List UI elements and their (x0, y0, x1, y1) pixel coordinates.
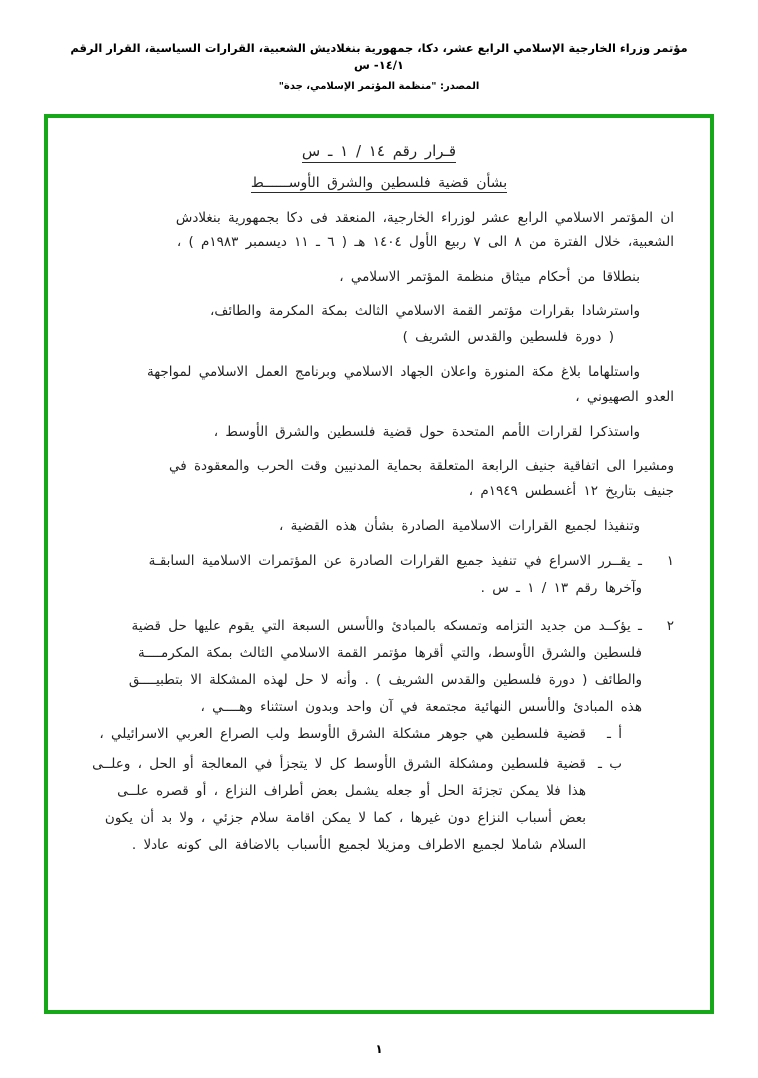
resolution-subtitle: بشأن قضية فلسطين والشرق الأوســــــط (251, 176, 507, 194)
page-number: ١ (375, 1042, 383, 1056)
preamble-line: بنطلاقا من أحكام ميثاق منظمة المؤتمر الاسلامي ، (339, 268, 640, 285)
item-line: ـ يقــرر الاسراع في تنفيذ جميع القرارات الصادرة عن المؤتمرات الاسلامية السابقـة (148, 553, 642, 570)
preamble-line: واستلهاما بلاغ مكة المنورة واعلان الجهاد الاسلامي وبرنامج العمل الاسلامي لمواجهة (146, 363, 640, 380)
header-source-line: المصدر: "منظمة المؤتمر الإسلامي، جدة" (278, 80, 480, 92)
resolution-item (84, 614, 674, 863)
sub-item (84, 722, 642, 749)
sub-item (84, 752, 642, 860)
preamble-line: واسترشادا بقرارات مؤتمر القمة الاسلامي الثالث بمكة المكرمة والطائف، (209, 303, 640, 320)
resolution-subtitle-wrap (84, 176, 674, 194)
sub-item-line: قضية فلسطين هي جوهر مشكلة الشرق الأوسط ولب الصراع العربي الاسرائيلي ، (99, 726, 586, 743)
sub-item-line: قضية فلسطين ومشكلة الشرق الأوسط كل لا يتجزأ في المعالجة أو الحل ، وعلــى (92, 756, 586, 773)
item-line: وآخرها رقم ١٣ / ١ ـ س . (480, 580, 642, 597)
scanned-page-frame (44, 114, 714, 1014)
preamble-line: ومشيرا الى اتفاقية جنيف الرابعة المتعلقة بحماية المدنيين وقت الحرب والمعقودة في (168, 458, 674, 475)
item-line: والطائف ( دورة فلسطين والقدس الشريف ) . وأنه لا حل لهذه المشكلة الا بتطبيــــق (128, 672, 642, 689)
preamble-line: ( دورة فلسطين والقدس الشريف ) (402, 328, 614, 345)
item-line: هذه المبادئ والأسس النهائية مجتمعة في آن واحد وبدون استثناء وهــــي ، (200, 699, 642, 716)
preamble-line: ان المؤتمر الاسلامي الرابع عشر لوزراء الخارجية، المنعقد فى دكا بجمهورية بنغلادش (175, 210, 674, 227)
item-number: ١ (666, 553, 674, 570)
sub-item-marker: أ ـ (607, 726, 622, 743)
sub-item-line: السلام شاملا لجميع الاطراف ومزيلا لجميع الأسباب بالاضافة الى كونه عادلا . (131, 837, 586, 854)
item-number: ٢ (666, 618, 674, 635)
preamble-line: الشعبية، خلال الفترة من ٨ الى ٧ ربيع الأول ١٤٠٤ هـ ( ٦ ـ ١١ ديسمبر ١٩٨٣م ) ، (176, 234, 674, 251)
item-line: فلسطين والشرق الأوسط، والتي أقرها مؤتمر القمة الاسلامي الثالث بمكة المكرمــــة (137, 645, 642, 662)
sub-item-body (84, 752, 586, 860)
sub-item-line: بعض أسباب النزاع دون غيرها ، كما لا يمكن اقامة سلام جزئي ، ولا بد أن يكون (104, 810, 586, 827)
preamble-line: واستذكرا لقرارات الأمم المتحدة حول قضية فلسطين والشرق الأوسط ، (213, 423, 640, 440)
scanned-content (48, 118, 710, 1010)
header-title-line: مؤتمر وزراء الخارجية الإسلامي الرابع عشر، دكا، جمهورية بنغلاديش الشعبية، القرارات السياسية، القرار الرقم ١٤/١- س (70, 41, 688, 73)
sub-item-line: هذا فلا يمكن تجزئة الحل أو جعله يشمل بعض أطراف النزاع ، أو قصره علــى (117, 783, 586, 800)
resolution-item (84, 549, 674, 603)
title-block (84, 144, 674, 193)
resolution-title: قـرار رقم ١٤ / ١ ـ س (302, 144, 456, 163)
sub-item-marker: ب ـ (598, 756, 622, 773)
preamble-line: جنيف بتاريخ ١٢ أغسطس ١٩٤٩م ، (468, 483, 674, 500)
preamble-line: العدو الصهيوني ، (575, 389, 674, 406)
sub-item-body (84, 722, 586, 749)
item-body (84, 614, 642, 863)
document-header (0, 0, 758, 95)
item-body (84, 549, 642, 603)
preamble-line: وتنفيذا لجميع القرارات الاسلامية الصادرة بشأن هذه القضية ، (278, 517, 640, 534)
item-line: ـ يؤكــد من جديد التزامه وتمسكه بالمبادئ والأسس السبعة التي يقوم عليها حل قضية (131, 618, 642, 635)
